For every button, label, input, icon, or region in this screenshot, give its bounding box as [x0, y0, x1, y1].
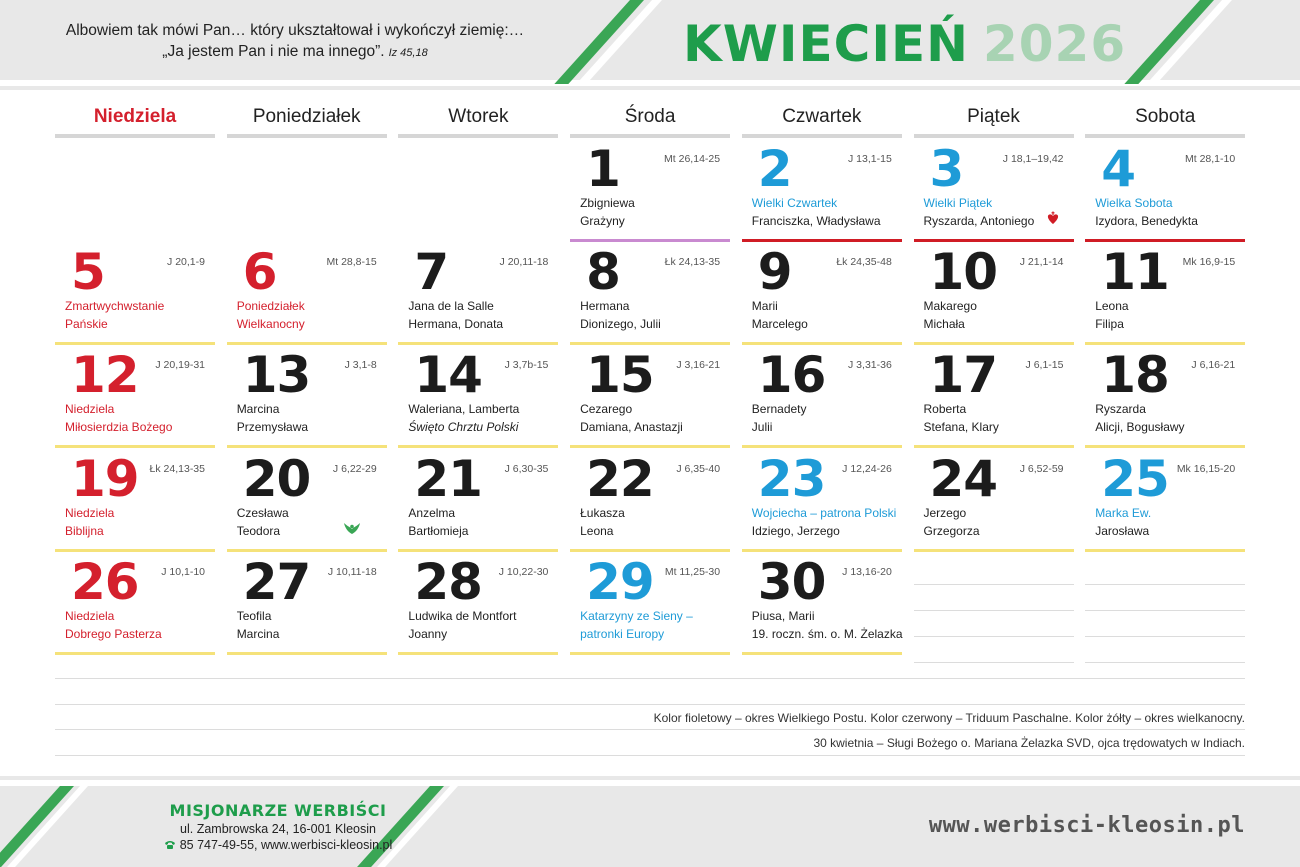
day-cell-7 [398, 242, 558, 345]
day-line-1: Anzelma [408, 505, 456, 520]
day-line-1: Wielki Czwartek [751, 196, 838, 210]
scripture-reading: J 10,11-18 [327, 565, 377, 578]
day-cell-15 [570, 345, 730, 448]
empty-cell-line [914, 636, 1074, 637]
weekday-saturday: Sobota [1085, 106, 1245, 138]
day-number: 18 [1101, 346, 1169, 405]
decorative-stripe [0, 786, 88, 867]
scripture-reading: J 13,1-15 [848, 153, 892, 165]
header-rule [0, 86, 1300, 90]
anniversary-note: 30 kwietnia – Sługi Bożego o. Mariana Żelazka SVD, ojca trędowatych w Indiach. [813, 736, 1245, 750]
day-line-1: Roberta [923, 402, 967, 417]
day-line-1: Bernadety [751, 402, 807, 417]
weekday-tuesday: Wtorek [398, 106, 558, 138]
scripture-reading: J 10,1-10 [161, 565, 205, 578]
scripture-reading: Mt 28,8-15 [326, 256, 377, 269]
day-line-1: Marka Ew. [1095, 505, 1152, 520]
website-link[interactable]: www.werbisci-kleosin.pl [928, 813, 1245, 838]
empty-cell-line [1085, 584, 1245, 585]
day-line-1: Niedziela [65, 608, 115, 623]
day-line-2: Wielkanocny [236, 317, 305, 332]
quote-reference: Iz 45,18 [388, 47, 428, 59]
day-line-2: Franciszka, Władysława [751, 214, 881, 228]
empty-cell-line [914, 610, 1074, 611]
day-number: 20 [242, 449, 311, 508]
weekday-thursday: Czwartek [742, 106, 902, 138]
day-line-2: Dionizego, Julii [580, 317, 661, 332]
day-number: 12 [71, 346, 139, 405]
quote-line-1: Albowiem tak mówi Pan… który ukształtował i wykończył ziemię:… [65, 22, 525, 39]
day-cell-29 [570, 552, 730, 655]
scripture-reading: J 6,52-59 [1019, 462, 1064, 475]
day-line-2: Grzegorza [923, 523, 980, 538]
scripture-reading: Mk 16,9-15 [1182, 256, 1236, 269]
day-number: 21 [414, 449, 482, 508]
day-line-1: Wielki Piątek [923, 196, 993, 210]
month-title [683, 14, 1126, 74]
scripture-reading: J 6,16-21 [1191, 359, 1236, 372]
day-cell-14 [398, 345, 558, 448]
day-number: 17 [929, 346, 998, 405]
day-line-2: Grażyny [580, 214, 625, 228]
day-number: 5 [71, 243, 105, 302]
scripture-reading: J 3,7b-15 [504, 359, 549, 372]
day-cell-25 [1085, 449, 1245, 552]
day-number: 29 [586, 552, 654, 611]
day-number: 2 [757, 140, 792, 198]
organization-name: MISJONARZE WERBIŚCI [169, 801, 387, 820]
day-number: 23 [757, 449, 826, 508]
day-line-1: Niedziela [65, 505, 115, 520]
day-line-1: Ludwika de Montfort [408, 608, 517, 623]
day-number: 9 [757, 243, 792, 302]
day-number: 7 [414, 243, 449, 302]
day-cell-5 [55, 242, 215, 345]
day-line-2: Marcina [236, 626, 280, 641]
day-line-2: Dobrego Pasterza [65, 626, 162, 641]
day-line-2: patronki Europy [580, 626, 665, 641]
day-cell-24 [914, 449, 1074, 552]
quote-text: „Ja jestem Pan i nie ma innego”. [162, 43, 385, 60]
day-cell-3 [914, 139, 1074, 242]
empty-cell-line [914, 584, 1074, 585]
day-number: 1 [586, 140, 620, 198]
day-line-1: Marii [751, 299, 778, 314]
day-number: 25 [1101, 449, 1169, 508]
day-line-1: Łukasza [580, 505, 625, 520]
day-number: 30 [757, 552, 826, 611]
day-number: 15 [586, 346, 654, 405]
day-cell-9 [742, 242, 902, 345]
day-line-2: Miłosierdzia Bożego [65, 420, 173, 435]
dove-icon [343, 520, 361, 536]
scripture-reading: J 6,1-15 [1025, 359, 1064, 372]
day-line-2: Filipa [1095, 317, 1124, 332]
day-cell-6 [227, 242, 387, 345]
scripture-reading: J 6,22-29 [332, 462, 377, 475]
day-line-1: Hermana [580, 299, 630, 314]
day-line-1: Zbigniewa [580, 196, 635, 210]
day-line-1: Ryszarda [1095, 402, 1146, 417]
day-number: 4 [1101, 140, 1135, 198]
day-cell-23 [742, 449, 902, 552]
day-line-2: 19. roczn. śm. o. M. Żelazka [751, 626, 903, 641]
day-line-2: Julii [751, 420, 773, 435]
day-number: 8 [586, 243, 620, 302]
weekday-monday: Poniedziałek [227, 106, 387, 138]
day-cell-28 [398, 552, 558, 655]
day-line-1: Cezarego [580, 402, 633, 417]
day-number: 28 [414, 552, 482, 611]
day-line-1: Marcina [236, 402, 280, 417]
day-number: 3 [929, 140, 964, 198]
scripture-reading: J 6,35-40 [676, 462, 721, 475]
day-cell-8 [570, 242, 730, 345]
day-line-1: Makarego [923, 299, 977, 314]
day-line-1: Katarzyny ze Sieny – [580, 608, 693, 623]
day-number: 26 [71, 552, 139, 611]
note-line [55, 755, 1245, 756]
day-line-1: Piusa, Marii [751, 608, 815, 623]
year: 2026 [982, 15, 1127, 73]
day-cell-21 [398, 449, 558, 552]
weekday-sunday: Niedziela [55, 106, 215, 138]
day-line-1: Jana de la Salle [408, 299, 494, 314]
scripture-reading: J 12,24-26 [842, 462, 892, 475]
color-legend-note: Kolor fioletowy – okres Wielkiego Postu. Kolor czerwony – Triduum Paschalne. Kolor żółty – okres wielkanocny. [653, 711, 1245, 725]
scripture-reading: Mt 26,14-25 [664, 153, 721, 165]
day-line-1: Zmartwychwstanie [65, 299, 165, 314]
day-cell-20 [227, 449, 387, 552]
scripture-reading: J 20,1-9 [167, 256, 205, 269]
scripture-reading: J 6,30-35 [504, 462, 549, 475]
day-line-2: Jarosława [1095, 523, 1150, 538]
day-cell-2 [742, 139, 902, 242]
day-number: 19 [71, 449, 139, 508]
day-number: 24 [929, 449, 998, 508]
scripture-reading: J 13,16-20 [842, 565, 892, 578]
day-cell-10 [914, 242, 1074, 345]
day-line-2: Izydora, Benedykta [1095, 214, 1198, 228]
day-line-2: Leona [580, 523, 614, 538]
day-line-1: Teofila [236, 608, 272, 623]
note-line [55, 704, 1245, 705]
scripture-reading: Mk 16,15-20 [1176, 462, 1236, 475]
day-cell-11 [1085, 242, 1245, 345]
day-number: 11 [1101, 243, 1169, 302]
bible-quote [0, 20, 590, 64]
day-number: 10 [929, 243, 998, 302]
scripture-reading: Łk 24,13-35 [664, 256, 721, 269]
day-line-1: Wielka Sobota [1095, 196, 1173, 210]
day-line-2: Teodora [236, 523, 281, 538]
day-line-2: Marcelego [751, 317, 808, 332]
decorative-stripe [0, 786, 74, 867]
day-line-1: Jerzego [923, 505, 967, 520]
day-line-2: Biblijna [65, 523, 104, 538]
day-line-2: Przemysława [236, 420, 309, 435]
empty-cell-line [1085, 636, 1245, 637]
day-line-2: Bartłomieja [408, 523, 469, 538]
day-cell-26 [55, 552, 215, 655]
empty-cell-line [914, 662, 1074, 663]
sacred-heart-icon [1046, 211, 1060, 225]
weekday-friday: Piątek [914, 106, 1074, 138]
empty-cell-line [1085, 610, 1245, 611]
organization-contact [150, 838, 406, 852]
day-cell-16 [742, 345, 902, 448]
day-number: 27 [242, 552, 311, 611]
day-cell-22 [570, 449, 730, 552]
scripture-reading: J 18,1–19,42 [1002, 153, 1064, 165]
day-cell-4 [1085, 139, 1245, 242]
day-line-2: Idziego, Jerzego [751, 523, 840, 538]
day-line-1: Poniedziałek [236, 299, 305, 314]
scripture-reading: J 3,31-36 [848, 359, 892, 372]
day-line-2: Alicji, Bogusławy [1095, 420, 1185, 435]
day-number: 13 [242, 346, 311, 405]
day-line-2: Hermana, Donata [408, 317, 504, 332]
scripture-reading: Mt 28,1-10 [1184, 153, 1236, 165]
day-line-1: Niedziela [65, 402, 115, 417]
day-cell-27 [227, 552, 387, 655]
day-line-2: Pańskie [65, 317, 108, 332]
day-cell-13 [227, 345, 387, 448]
day-cell-17 [914, 345, 1074, 448]
day-line-2: Święto Chrztu Polski [408, 420, 519, 435]
organization-address: ul. Zambrowska 24, 16-001 Kleosin [180, 822, 376, 836]
quote-line-2 [0, 41, 590, 64]
day-cell-1 [570, 139, 730, 242]
day-line-1: Leona [1095, 299, 1129, 314]
weekday-wednesday: Środa [570, 106, 730, 138]
phone-icon [164, 840, 176, 850]
day-number: 6 [242, 243, 277, 302]
day-line-2: Ryszarda, Antoniego [923, 214, 1035, 228]
scripture-reading: Łk 24,13-35 [149, 462, 205, 475]
note-line [55, 729, 1245, 730]
scripture-reading: J 21,1-14 [1019, 256, 1064, 269]
day-cell-30 [742, 552, 902, 655]
day-number: 22 [586, 449, 654, 508]
scripture-reading: J 20,11-18 [499, 256, 549, 269]
day-cell-19 [55, 449, 215, 552]
day-line-2: Damiana, Anastazji [580, 420, 683, 435]
contact-text[interactable]: 85 747-49-55, www.werbisci-kleosin.pl [179, 838, 393, 852]
scripture-reading: J 3,1-8 [344, 359, 377, 372]
day-cell-18 [1085, 345, 1245, 448]
day-line-1: Waleriana, Lamberta [408, 402, 520, 417]
day-line-1: Wojciecha – patrona Polski [751, 505, 897, 520]
scripture-reading: Mt 11,25-30 [664, 565, 721, 578]
empty-cell-line [1085, 662, 1245, 663]
day-number: 16 [757, 346, 826, 405]
day-line-1: Czesława [236, 505, 289, 520]
day-line-2: Michała [923, 317, 965, 332]
day-line-2: Stefana, Klary [923, 420, 999, 435]
day-cell-12 [55, 345, 215, 448]
note-line [55, 678, 1245, 679]
month-name: KWIECIEŃ [683, 15, 969, 73]
day-number: 14 [414, 346, 482, 405]
scripture-reading: J 3,16-21 [676, 359, 721, 372]
scripture-reading: J 20,19-31 [155, 359, 205, 372]
scripture-reading: Łk 24,35-48 [836, 256, 892, 269]
footer-rule [0, 776, 1300, 780]
day-line-2: Joanny [408, 626, 448, 641]
scripture-reading: J 10,22-30 [498, 565, 549, 578]
